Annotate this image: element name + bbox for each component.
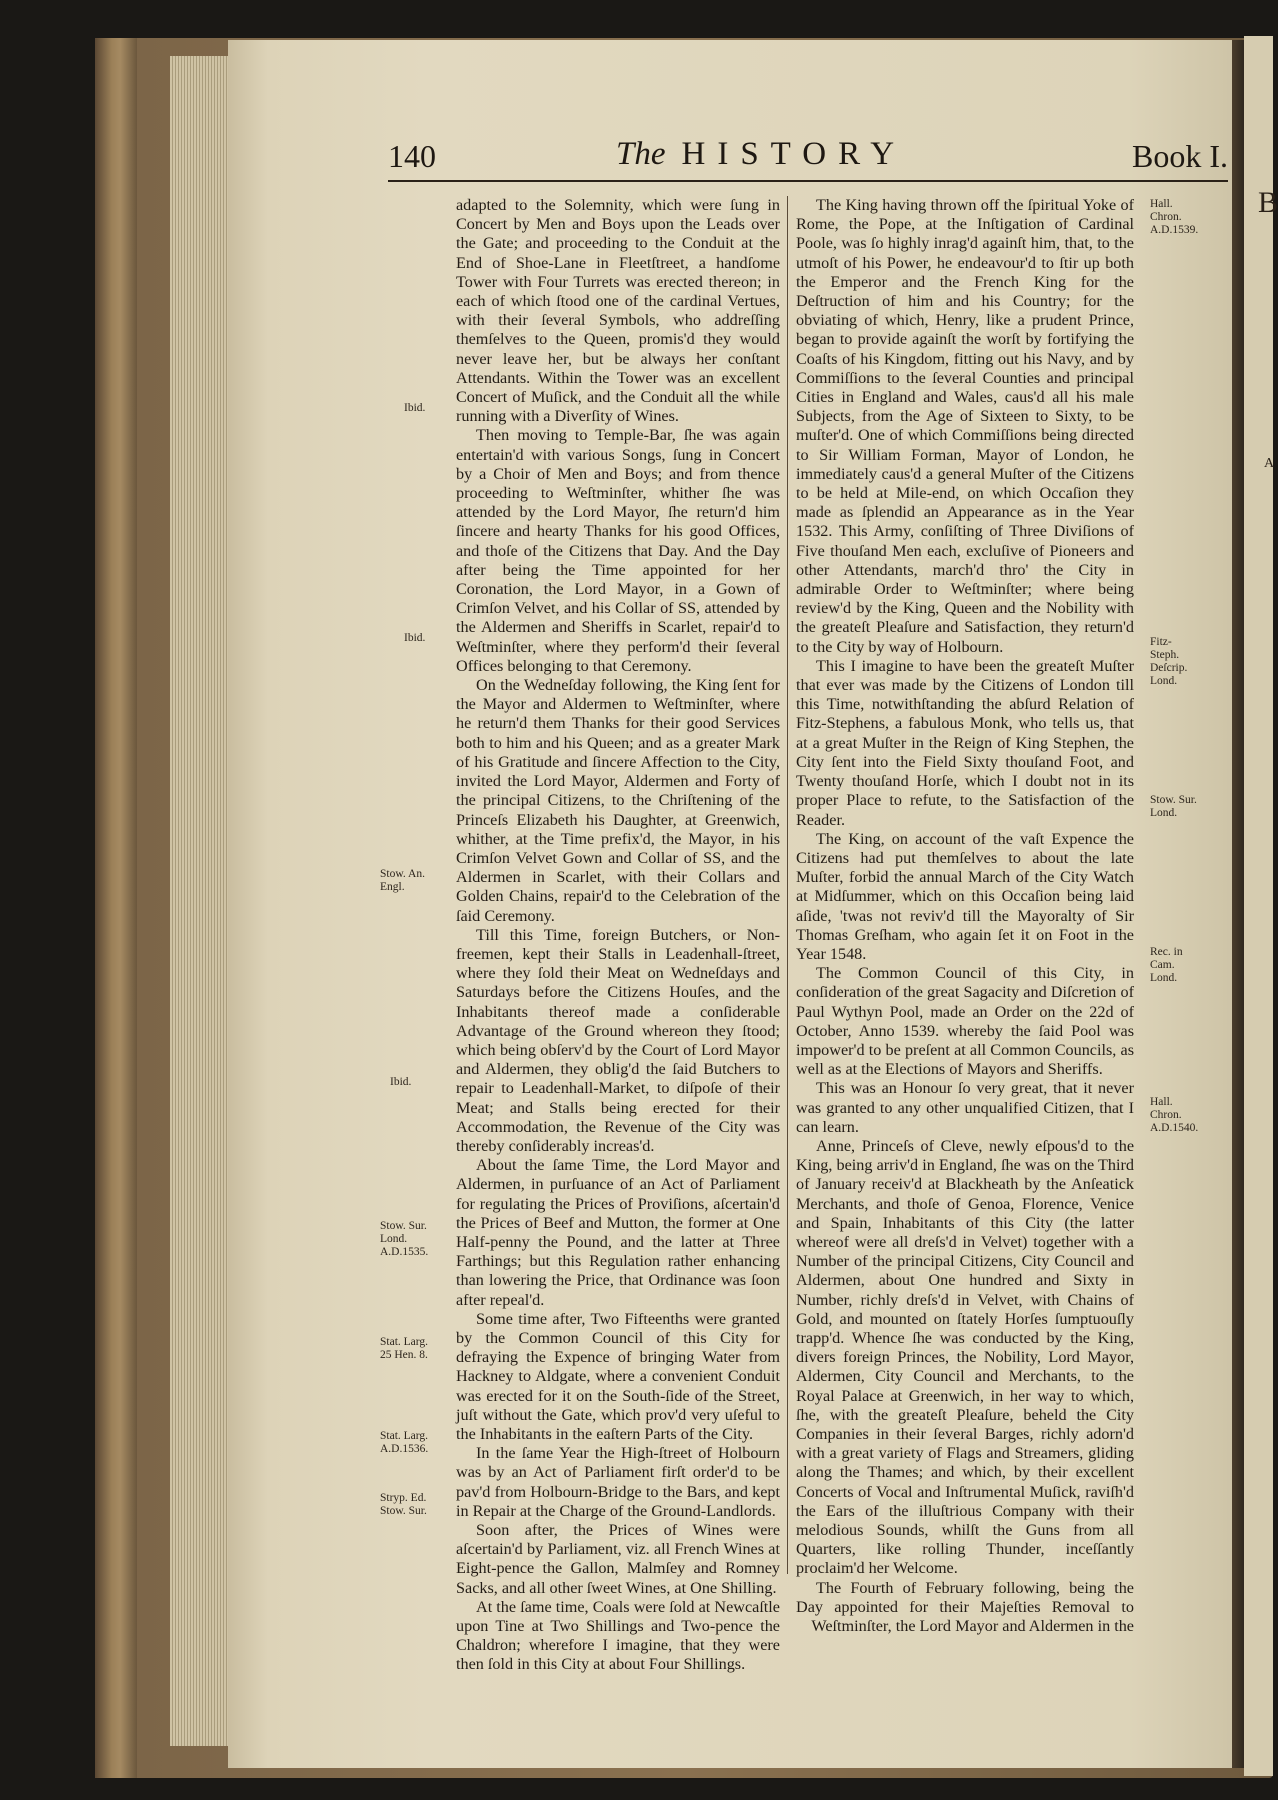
- running-title-article: The: [616, 136, 666, 172]
- paragraph: The Fourth of February following, being the Day appointed for their Majeſties Removal to Weſtminſter, the Lord Mayor and Aldermen in the: [796, 1578, 1134, 1636]
- paragraph: Till this Time, foreign Butchers, or Non-freemen, kept their Stalls in Leadenhall-ſtreet, where they ſold their Meat on Wedneſdays and Saturdays before the Citizens Houſes, and the Inhabitants thereof made a conſiderable Advantage of the Ground whereon they ſtood; which being obſerv'd by the Court of Lord Mayor and Aldermen, they oblig'd the ſaid Butchers to repair to Leadenhall-Market, to diſpoſe of their Meat; and Stalls being erected for their Accommodation, the Revenue of the City was thereby conſiderably increas'd.: [456, 925, 780, 1155]
- running-title: [616, 136, 906, 173]
- paragraph: The King, on account of the vaſt Expence the Citizens had put themſelves to about the late Muſter, forbid the annual March of the City Watch at Midſummer, which on this Occaſion being laid aſide, 'twas not reviv'd till the Mayoralty of Sir Thomas Greſham, who again ſet it on Foot in the Year 1548.: [796, 829, 1134, 963]
- right-text-column: [796, 196, 1134, 1636]
- margin-note-left: Stow. An. Engl.: [380, 868, 425, 893]
- paragraph: At the ſame time, Coals were ſold at Newcaſtle upon Tine at Two Shillings and Two-pence the Chaldron; wherefore I imagine, that they were then ſold in this City at about Four Shillings.: [456, 1597, 780, 1674]
- margin-note-left: Ibid.: [404, 632, 426, 644]
- paragraph: Then moving to Temple-Bar, ſhe was again entertain'd with various Songs, ſung in Concert by a Choir of Men and Boys; and from thence proceeding to Weſtminſter, whither ſhe was attended by the Lord Mayor, ſhe return'd him ſincere and hearty Thanks for his good Offices, and thoſe of the Citizens that Day. And the Day after being the Time appointed for her Coronation, the Lord Mayor, in a Gown of Crimſon Velvet, and his Collar of SS, attended by the Aldermen and Sheriffs in Scarlet, repair'd to Weſtminſter, where they perform'd their ſeveral Offices belonging to that Ceremony.: [456, 426, 780, 675]
- paragraph: Anne, Princeſs of Cleve, newly eſpous'd to the King, being arriv'd in England, ſhe was on the Third of January receiv'd at Blackheath by the Anſeatick Merchants, and thoſe of Genoa, Florence, Venice and Spain, Inhabitants of this City (the latter whereof were all dreſs'd in Velvet) together with a Number of the principal Citizens, City Council and Aldermen, about One hundred and Sixty in Number, richly dreſs'd in Velvet, with Chains of Gold, and mounted on ſtately Horſes ſumptuouſly trapp'd. Whence ſhe was conducted by the King, divers foreign Princes, the Nobility, Lord Mayor, Aldermen, City Council and Merchants, to the Royal Palace at Greenwich, in her way to which, ſhe, with the greateſt Pleaſure, beheld the City Companies in their ſeveral Barges, richly adorn'd with a great variety of Flags and Streamers, gliding along the Thames; and which, by their excellent Concerts of Vocal and Inſtrumental Muſick, raviſh'd the Ears of the illuſtrious Company with their melodious Sounds, whilſt the Guns from all Quarters, like rolling Thunder, inceſſantly proclaim'd her Welcome.: [796, 1136, 1134, 1578]
- margin-note-right: Stow. Sur. Lond.: [1150, 794, 1197, 819]
- margin-note-right: Hall. Chron. A.D.1539.: [1150, 198, 1199, 236]
- book-spine: [95, 38, 137, 1778]
- paragraph: Soon after, the Prices of Wines were aſcertain'd by Parliament, viz. all French Wines at Eight-pence the Gallon, Malmſey and Romney Sacks, and all other ſweet Wines, at One Shilling.: [456, 1521, 780, 1597]
- page-edges: [170, 56, 232, 1746]
- column-divider: [787, 196, 788, 1574]
- paragraph: Some time after, Two Fifteenths were granted by the Common Council of this City for defraying the Expence of bringing Water from Hackney to Aldgate, where a convenient Conduit was erected for it on the South-ſide of the Street, juſt without the Gate, which prov'd very uſeful to the Inhabitants in the eaſtern Parts of the City.: [456, 1309, 780, 1443]
- margin-note-left: Stat. Larg. 25 Hen. 8.: [380, 1336, 429, 1361]
- margin-note-right: Hall. Chron. A.D.1540.: [1150, 1096, 1199, 1134]
- paragraph: adapted to the Solemnity, which were ſung in Concert by Men and Boys upon the Leads over the Gate; and proceeding to the Conduit at the End of Shoe-Lane in Fleetſtreet, a handſome Tower with Four Turrets was erected thereon; in each of which ſtood one of the cardinal Vertues, with their ſeveral Symbols, who addreſſing themſelves to the Queen, promis'd they would never leave her, but be always her conſtant Attendants. Within the Tower was an excellent Concert of Muſick, and the Conduit all the while running with a Diverſity of Wines.: [456, 196, 780, 426]
- margin-note-left: Ibid.: [390, 1076, 412, 1088]
- book-label: Book I.: [1132, 138, 1228, 174]
- paragraph: In the ſame Year the High-ſtreet of Holbourn was by an Act of Parliament firſt order'd to be pav'd from Holbourn-Bridge to the Bars, and kept in Repair at the Charge of the Ground-Landlords.: [456, 1444, 780, 1520]
- margin-note-right: Rec. in Cam. Lond.: [1150, 946, 1183, 984]
- page-number: 140: [388, 138, 436, 174]
- facing-page-edge: [1244, 36, 1278, 1776]
- margin-note-left: Stow. Sur. Lond. A.D.1535.: [380, 1220, 429, 1258]
- facing-page-letter: B: [1258, 186, 1278, 219]
- running-title-word: HISTORY: [681, 136, 907, 172]
- paragraph: The King having thrown off the ſpiritual Yoke of Rome, the Pope, at the Inſtigation of Cardinal Poole, was ſo highly inrag'd againſt him, that, to the utmoſt of his Power, he endeavour'd to ſtir up both the Emperor and the French King for the Deſtruction of him and his Country; for the obviating of which, Henry, like a prudent Prince, began to provide againſt the worſt by fortifying the Coaſts of his Kingdom, fitting out his Navy, and by Commiſſions to the ſeveral Counties and principal Cities in England and Wales, caus'd all his male Subjects, from the Age of Sixteen to Sixty, to be muſter'd. One of which Commiſſions being directed to Sir William Forman, Mayor of London, he immediately caus'd a general Muſter of the Citizens to be held at Mile-end, on which Occaſion they made as ſplendid an Appearance as in the Year 1532. This Army, conſiſting of Three Diviſions of Five thouſand Men each, excluſive of Pioneers and other Attendants, march'd thro' the City in admirable Order to Weſtminſter; where being review'd by the King, Queen and the Nobility with the greateſt Pleaſure and Satisfaction, they return'd to the City by way of Holbourn.: [796, 196, 1134, 656]
- margin-note-right: Fitz- Steph. Deſcrip. Lond.: [1150, 636, 1188, 687]
- paragraph: About the ſame Time, the Lord Mayor and Aldermen, in purſuance of an Act of Parliament for regulating the Prices of Proviſions, aſcertain'd the Prices of Beef and Mutton, the former at One Half-penny the Pound, and the latter at Three Farthings; but this Regulation rather enhancing than lowering the Price, that Ordinance was ſoon after repeal'd.: [456, 1156, 780, 1309]
- left-text-column: [456, 196, 780, 1675]
- paragraph: On the Wedneſday following, the King ſent for the Mayor and Aldermen to Weſtminſter, where he return'd them Thanks for their good Services both to him and his Queen; and as a greater Mark of his Gratitude and ſincere Affection to the City, invited the Lord Mayor, Aldermen and Forty of the principal Citizens, to the Chriſtening of the Princeſs Elizabeth his Daughter, at Greenwich, whither, at the Time prefix'd, the Mayor, in his Crimſon Velvet Gown and Collar of SS, and the Aldermen in Scarlet, with their Collars and Golden Chains, repair'd to the Celebration of the ſaid Ceremony.: [456, 676, 780, 925]
- margin-note-left: Stat. Larg. A.D.1536.: [380, 1430, 429, 1455]
- paragraph: This I imagine to have been the greateſt Muſter that ever was made by the Citizens of London till this Time, notwithſtanding the abſurd Relation of Fitz-Stephens, a fabulous Monk, who tells us, that at a great Muſter in the Reign of King Stephen, the City ſent into the Field Sixty thouſand Foot, and Twenty thouſand Horſe, which I doubt not in its proper Place to refute, to the Satisfaction of the Reader.: [796, 656, 1134, 829]
- header-rule: [388, 180, 1228, 182]
- margin-note-left: Stryp. Ed. Stow. Sur.: [380, 1492, 427, 1517]
- facing-page-fragment: A: [1264, 456, 1275, 471]
- paragraph: This was an Honour ſo very great, that it never was granted to any other unqualified Citizen, that I can learn.: [796, 1079, 1134, 1136]
- paragraph: The Common Council of this City, in conſideration of the great Sagacity and Diſcretion of Paul Wythyn Pool, made an Order on the 22d of October, Anno 1539. whereby the ſaid Pool was impower'd to be preſent at all Common Councils, as well as at the Elections of Mayors and Sheriffs.: [796, 964, 1134, 1079]
- margin-note-left: Ibid.: [404, 402, 426, 414]
- running-header: [388, 138, 1228, 178]
